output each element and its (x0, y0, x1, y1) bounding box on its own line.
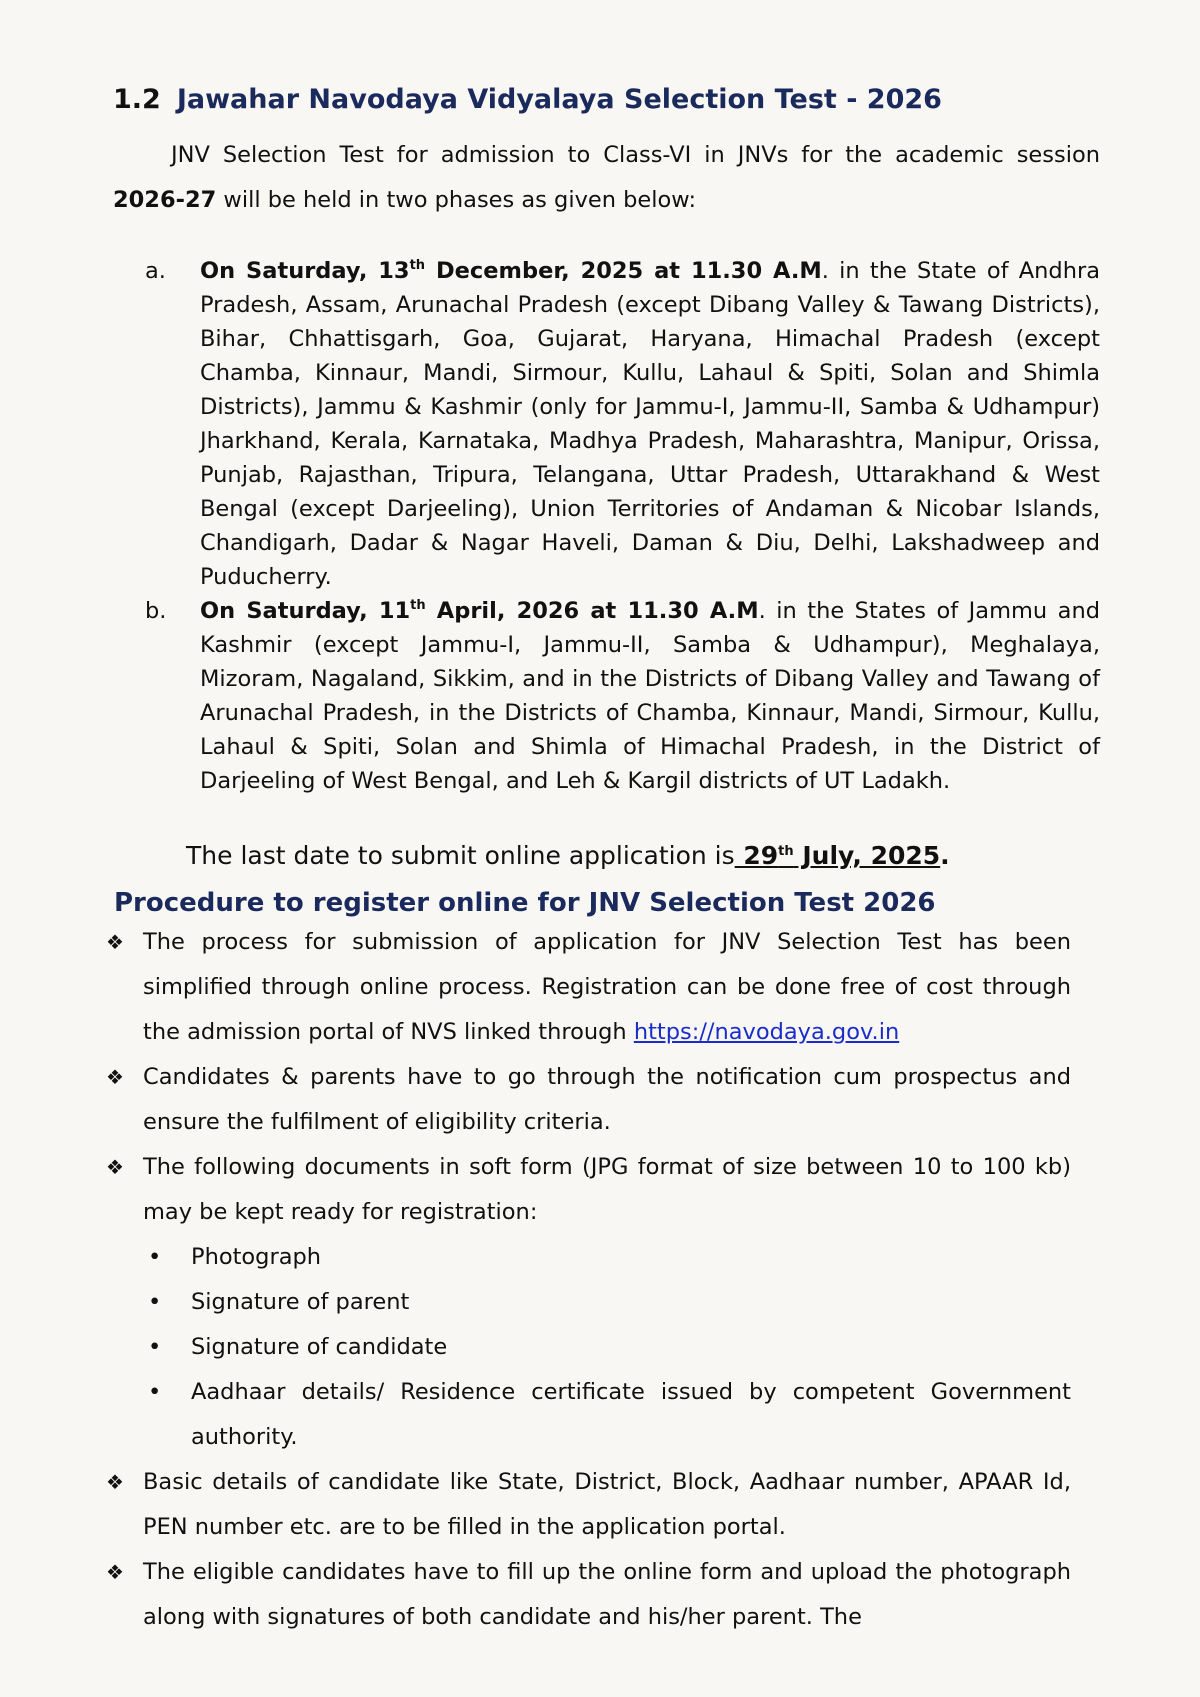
procedure-item-text (143, 920, 1071, 1055)
document-item-text: Aadhaar details/ Residence certificate issued by competent Government authority. (191, 1379, 1071, 1450)
procedure-item (106, 1145, 1071, 1235)
navodaya-portal-link[interactable]: https://navodaya.gov.in (633, 1019, 900, 1045)
intro-paragraph (113, 133, 1100, 223)
last-date-end: . (940, 841, 950, 870)
procedure-item (106, 1460, 1071, 1550)
document-item (148, 1370, 1071, 1460)
bullet-dot-icon: • (148, 1289, 162, 1315)
phase-item-b (145, 594, 1100, 798)
diamond-bullet-icon: ❖ (106, 1560, 124, 1584)
documents-list (148, 1235, 1071, 1460)
document-item-text: Signature of candidate (191, 1334, 448, 1360)
document-item-text: Photograph (191, 1244, 322, 1270)
procedure-list (106, 920, 1071, 1640)
intro-text-after: will be held in two phases as given below: (216, 187, 697, 213)
section-title: Jawahar Navodaya Vidyalaya Selection Test - 2026 (176, 84, 942, 115)
diamond-bullet-icon: ❖ (106, 1155, 124, 1179)
procedure-item-text-span: The process for submission of application for JNV Selection Test has been simplified through online process. Registration can be done free of cost through the admission portal of NVS linked through (143, 929, 1071, 1045)
last-date-value (735, 841, 941, 870)
phase-date-prefix: On Saturday, 11 (200, 598, 411, 624)
phase-date-suffix: December, 2025 at 11.30 A.M (425, 258, 822, 284)
bullet-dot-icon: • (148, 1379, 162, 1405)
procedure-heading: Procedure to register online for JNV Selection Test 2026 (114, 888, 936, 918)
procedure-item-text: Candidates & parents have to go through the notification cum prospectus and ensure the fulfilment of eligibility criteria. (143, 1064, 1071, 1135)
phase-item-a (145, 254, 1100, 594)
document-item (148, 1280, 1071, 1325)
procedure-item (106, 920, 1071, 1055)
intro-text-before: JNV Selection Test for admission to Class-VI in JNVs for the academic session (171, 142, 1100, 168)
phase-marker: b. (145, 598, 167, 624)
last-date-sup: th (778, 844, 794, 859)
section-heading (113, 84, 942, 115)
phase-text (200, 254, 1100, 594)
section-number: 1.2 (113, 84, 161, 115)
last-date-day: 29 (734, 841, 779, 870)
document-item-text: Signature of parent (191, 1289, 410, 1315)
last-date-text: The last date to submit online application is (186, 841, 735, 870)
document-item (148, 1235, 1071, 1280)
phase-marker: a. (145, 258, 166, 284)
procedure-item (106, 1055, 1071, 1145)
phase-list (145, 254, 1100, 798)
procedure-item-text: Basic details of candidate like State, District, Block, Aadhaar number, APAAR Id, PEN number etc. are to be filled in the application portal. (143, 1469, 1071, 1540)
diamond-bullet-icon: ❖ (106, 930, 124, 954)
phase-description: . in the State of Andhra Pradesh, Assam, Arunachal Pradesh (except Dibang Valley & Tawang Districts), Bihar, Chhattisgarh, Goa, Gujarat, Haryana, Himachal Pradesh (except Chamba, Kinnaur, Mandi, Sirmour, Kullu, Lahaul & Spiti, Solan and Shimla Districts), Jammu & Kashmir (only for Jammu-I, Jammu-II, Samba & Udhampur) Jharkhand, Kerala, Karnataka, Madhya Pradesh, Maharashtra, Manipur, Orissa, Punjab, Rajasthan, Tripura, Telangana, Uttar Pradesh, Uttarakhand & West Bengal (except Darjeeling), Union Territories of Andaman & Nicobar Islands, Chandigarh, Dadar & Nagar Haveli, Daman & Diu, Delhi, Lakshadweep and Puducherry. (200, 258, 1100, 590)
procedure-item-text: The eligible candidates have to fill up the online form and upload the photograph along with signatures of both candidate and his/her parent. The (143, 1559, 1071, 1630)
bullet-dot-icon: • (148, 1334, 162, 1360)
last-date-rest: July, 2025 (793, 841, 941, 870)
phase-date-prefix: On Saturday, 13 (200, 258, 410, 284)
last-date-line (186, 836, 950, 876)
phase-text (200, 594, 1100, 798)
phase-date (200, 258, 822, 284)
phase-description: . in the States of Jammu and Kashmir (except Jammu-I, Jammu-II, Samba & Udhampur), Meghalaya, Mizoram, Nagaland, Sikkim, and in the Districts of Dibang Valley and Tawang of Arunachal Pradesh, in the Districts of Chamba, Kinnaur, Mandi, Sirmour, Kullu, Lahaul & Spiti, Solan and Shimla of Himachal Pradesh, in the District of Darjeeling of West Bengal, and Leh & Kargil districts of UT Ladakh. (200, 598, 1100, 794)
phase-date-sup: th (409, 258, 426, 273)
phase-date-sup: th (410, 598, 426, 613)
diamond-bullet-icon: ❖ (106, 1470, 124, 1494)
phase-date-suffix: April, 2026 at 11.30 A.M (425, 598, 759, 624)
procedure-item-text: The following documents in soft form (JPG format of size between 10 to 100 kb) may be kept ready for registration: (143, 1154, 1071, 1225)
procedure-item (106, 1550, 1071, 1640)
intro-session: 2026-27 (113, 187, 217, 213)
bullet-dot-icon: • (148, 1244, 162, 1270)
document-item (148, 1325, 1071, 1370)
phase-date (200, 598, 759, 624)
diamond-bullet-icon: ❖ (106, 1065, 124, 1089)
